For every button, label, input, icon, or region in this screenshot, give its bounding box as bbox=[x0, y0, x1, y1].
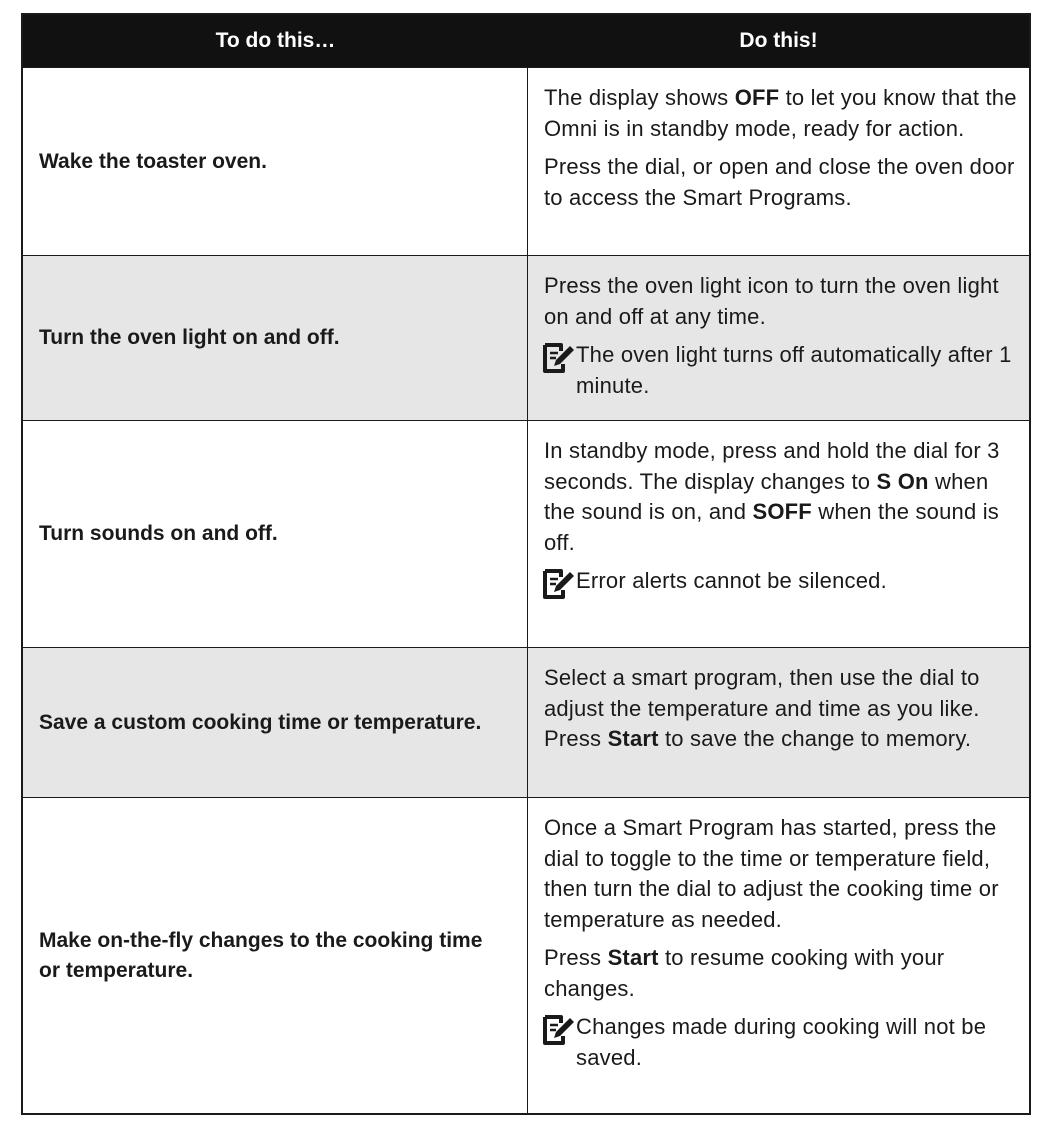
note-pencil-icon bbox=[542, 568, 576, 600]
instruction-table bbox=[21, 13, 1031, 1115]
note-pencil-icon bbox=[542, 342, 576, 374]
note bbox=[544, 340, 1017, 401]
instruction-paragraph: Once a Smart Program has started, press the dial to toggle to the time or temperature field, then turn the dial to adjust the cooking time or temperature as needed. bbox=[544, 815, 999, 932]
row-instructions bbox=[528, 421, 1029, 647]
instruction-paragraph: Press Start to resume cooking with your changes. bbox=[544, 945, 945, 1001]
table-header bbox=[23, 15, 1029, 67]
instruction-paragraph: The display shows OFF to let you know that the Omni is in standby mode, ready for action. bbox=[544, 85, 1017, 141]
note bbox=[544, 566, 1017, 600]
table-row bbox=[23, 797, 1029, 1113]
row-action: Make on-the-fly changes to the cooking time or temperature. bbox=[23, 798, 528, 1113]
note bbox=[544, 1012, 1017, 1073]
row-instructions bbox=[528, 256, 1029, 420]
table-row bbox=[23, 647, 1029, 797]
header-col-action: To do this… bbox=[215, 29, 336, 52]
note-text: Changes made during cooking will not be saved. bbox=[576, 1014, 987, 1070]
row-instructions bbox=[528, 68, 1029, 255]
note-text: The oven light turns off automatically after 1 minute. bbox=[576, 342, 1012, 398]
row-action: Turn sounds on and off. bbox=[23, 421, 528, 647]
instruction-paragraph: Press the oven light icon to turn the oven light on and off at any time. bbox=[544, 273, 999, 329]
header-col-instructions: Do this! bbox=[739, 29, 818, 52]
row-instructions bbox=[528, 798, 1029, 1113]
row-instructions bbox=[528, 648, 1029, 797]
instruction-paragraph: In standby mode, press and hold the dial for 3 seconds. The display changes to S On when the sound is on, and SOFF when the sound is off. bbox=[544, 438, 1000, 555]
table-row bbox=[23, 420, 1029, 647]
row-action: Save a custom cooking time or temperature. bbox=[23, 648, 528, 797]
table-row bbox=[23, 255, 1029, 420]
note-pencil-icon bbox=[542, 1014, 576, 1046]
instruction-paragraph: Press the dial, or open and close the oven door to access the Smart Programs. bbox=[544, 154, 1015, 210]
instruction-paragraph: Select a smart program, then use the dial to adjust the temperature and time as you like. Press Start to save the change to memory. bbox=[544, 665, 980, 751]
row-action: Turn the oven light on and off. bbox=[23, 256, 528, 420]
table-row bbox=[23, 67, 1029, 255]
note-text: Error alerts cannot be silenced. bbox=[576, 568, 887, 593]
row-action: Wake the toaster oven. bbox=[23, 68, 528, 255]
